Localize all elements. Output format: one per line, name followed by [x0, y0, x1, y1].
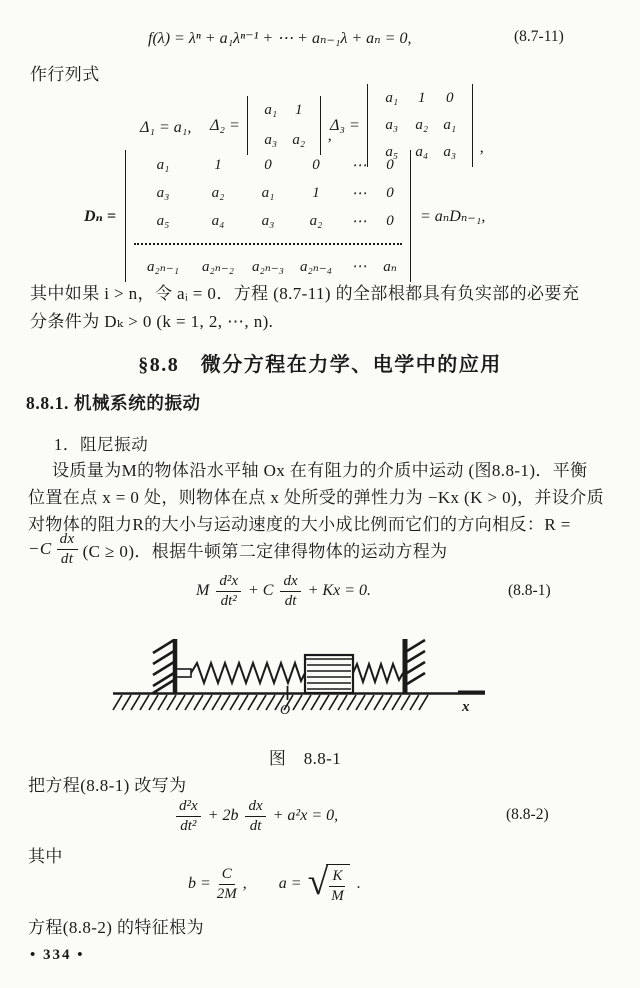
paragraph-line-with-fraction — [28, 529, 448, 569]
matrix-cell: a₂ₙ₋₂ — [202, 259, 234, 275]
fraction-k-m: $\frac{K}{M}$ — [331, 867, 344, 904]
fraction-d2x-dt2: $\frac{\text{d²x}}{\text{dt²}}$ — [216, 573, 241, 610]
subsection-title: 8.8.1. 机械系统的振动 — [26, 393, 201, 413]
equation-8-8-1 — [196, 568, 371, 614]
paragraph-line: 设质量为M的物体沿水平轴 Ox 在有阻力的介质中运动 (图8.8-1)．平衡 — [52, 461, 588, 480]
math-term: + a²x = 0, — [272, 807, 339, 824]
matrix-cell: 0 — [264, 157, 272, 173]
matrix-cell: 0 — [386, 185, 394, 201]
matrix-cell: a₃ — [156, 185, 170, 201]
constants-definition — [188, 858, 360, 910]
delta-2-comma: , — [327, 127, 332, 144]
where-text: 其中 — [28, 847, 63, 866]
make-determinant-text: 作行列式 — [30, 65, 100, 84]
x-axis-label: x — [462, 699, 470, 715]
item-title: 1．阻尼振动 — [54, 435, 149, 454]
paragraph-line: 对物体的阻力R的大小与运动速度的大小成比例而它们的方向相反：R = — [28, 515, 571, 534]
paragraph-line: 其中如果 i > n，令 aᵢ = 0．方程 (8.7-11) 的全部根都具有负实部的必要充 — [30, 284, 580, 303]
matrix-cell: a₅ — [156, 213, 170, 229]
paragraph-line: 分条件为 Dₖ > 0 (k = 1, 2, ⋯, n). — [30, 312, 274, 331]
figure-caption: 图 8.8-1 — [268, 749, 342, 768]
characteristic-roots-text: 方程(8.8-2) 的特征根为 — [28, 918, 204, 937]
matrix-cell: a₁ — [156, 157, 170, 173]
matrix-cell: 0 — [312, 157, 320, 173]
matrix-cell: 1 — [312, 185, 320, 201]
matrix-cell: 1 — [418, 90, 426, 106]
matrix-cell: ⋯ — [351, 186, 367, 202]
determinant-delta-1: Δ₁ = a₁, — [140, 119, 192, 136]
dn-result: = aₙDₙ₋₁, — [420, 208, 486, 225]
math-term: + C — [247, 582, 274, 599]
comma: , — [242, 875, 247, 892]
math-term: M — [196, 582, 210, 599]
matrix-cell: ⋯ — [351, 259, 367, 275]
paragraph-line: 位置在点 x = 0 处，则物体在点 x 处所受的弹性力为 −Kx (K > 0)，并设介质 — [28, 488, 605, 507]
matrix-cell: a₁ — [261, 185, 275, 201]
equation-number-8-8-1: (8.8-1) — [508, 582, 551, 599]
matrix-cell: ⋯ — [351, 214, 367, 230]
determinant-dn — [84, 150, 485, 282]
square-root — [307, 860, 351, 905]
math-term: b = — [188, 875, 211, 892]
matrix-cell: 0 — [446, 90, 454, 106]
origin-label: O — [280, 703, 291, 718]
matrix-cell: a₂ — [211, 185, 225, 201]
math-term: a = — [278, 875, 302, 892]
matrix-ellipsis-row — [134, 243, 402, 245]
matrix-cell: a₂ — [292, 132, 306, 148]
matrix-cell: a₁ — [264, 102, 278, 118]
fraction-d2x-dt2: $\frac{\text{d²x}}{\text{dt²}}$ — [176, 798, 201, 835]
matrix-cell: a₂ₙ₋₄ — [300, 259, 332, 275]
equation-number-8-8-2: (8.8-2) — [506, 806, 549, 823]
matrix-cell: a₂ₙ₋₁ — [147, 259, 179, 275]
fraction-c-2m: $\frac{C}{2M}$ — [216, 865, 237, 902]
rewrite-text: 把方程(8.8-1) 改写为 — [28, 776, 187, 795]
matrix-cell: a₄ — [211, 213, 225, 229]
matrix-cell: 0 — [386, 213, 394, 229]
inline-fraction-dx-dt: $\frac{dx}{dt}$ — [57, 531, 78, 568]
left-spring-anchor — [175, 669, 191, 677]
delta-3-label: Δ₃ = — [330, 116, 360, 134]
matrix-cell: a₃ — [261, 213, 275, 229]
equation-8-8-2 — [176, 792, 338, 840]
short-spring — [353, 664, 403, 682]
fraction-dx-dt: $\frac{dx}{dt}$ — [245, 798, 265, 835]
radical-sign: √ — [307, 860, 329, 903]
determinant-delta-2 — [210, 96, 332, 155]
math-term: + Kx = 0. — [307, 582, 371, 599]
dn-label: Dₙ = — [84, 208, 116, 225]
right-wall-hatching — [407, 640, 425, 684]
delta-2-matrix — [247, 96, 321, 155]
fraction-dx-dt: $\frac{dx}{dt}$ — [280, 573, 300, 610]
matrix-cell: 1 — [214, 157, 222, 173]
matrix-cell: a₂ — [309, 213, 323, 229]
matrix-cell: 1 — [295, 102, 303, 118]
mass-block — [305, 655, 353, 693]
dn-matrix — [125, 150, 411, 282]
matrix-cell: a₂ — [415, 117, 429, 133]
period: . — [356, 875, 361, 892]
matrix-cell: a₃ — [385, 117, 399, 133]
ground-hatching — [113, 695, 428, 710]
delta-2-label: Δ₂ = — [210, 116, 240, 134]
section-title: §8.8 微分方程在力学、电学中的应用 — [138, 354, 502, 376]
matrix-cell: a₃ — [264, 132, 278, 148]
inline-math: −C — [28, 539, 52, 558]
matrix-bar-right — [410, 150, 411, 282]
delta-3-comma: , — [479, 139, 484, 156]
matrix-cell: a₁ — [443, 117, 457, 133]
page-number: • 334 • — [30, 947, 85, 963]
matrix-cell: a₄ — [415, 144, 429, 160]
paragraph-text: (C ≥ 0)．根据牛顿第二定律得物体的运动方程为 — [82, 541, 448, 561]
long-spring — [191, 663, 305, 683]
matrix-cell: 0 — [386, 157, 394, 173]
math-term: + 2b — [207, 807, 239, 824]
equation-8-7-11: f(λ) = λⁿ + a₁λⁿ⁻¹ + ⋯ + aₙ₋₁λ + aₙ = 0, — [148, 30, 412, 47]
matrix-cell: a₂ₙ₋₃ — [252, 259, 284, 275]
matrix-cell: ⋯ — [351, 158, 367, 174]
matrix-cell: aₙ — [383, 259, 397, 275]
matrix-cell: a₃ — [443, 144, 457, 160]
matrix-bar-right — [320, 96, 321, 155]
left-wall-hatching — [153, 640, 174, 693]
matrix-cell: a₅ — [385, 144, 399, 160]
figure-spring-mass-diagram — [108, 636, 493, 721]
equation-number-8-7-11: (8.7-11) — [514, 28, 564, 45]
matrix-cell: a₁ — [385, 90, 399, 106]
